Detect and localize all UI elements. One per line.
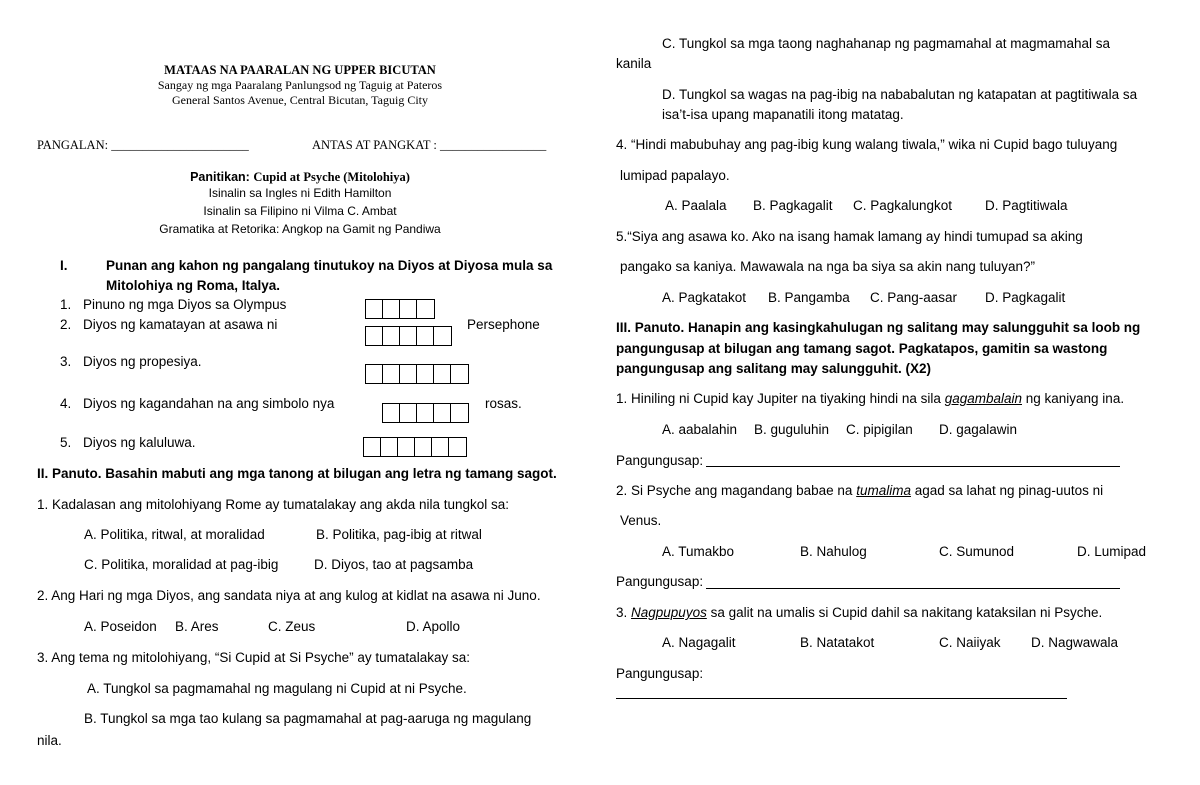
choice-d[interactable]: D. gagalawin	[939, 422, 1018, 437]
part1-item-number: 3.	[60, 354, 72, 369]
school-division: Sangay ng mga Paaralang Panlungsod ng Taguig at Pateros	[157, 78, 443, 92]
choice-c[interactable]: C. Tungkol sa mga taong naghahanap ng pagmamahal at magmamahal sa	[662, 36, 1111, 51]
choice-d[interactable]: D. Lumipad	[1077, 544, 1147, 559]
choice-b[interactable]: B. Politika, pag-ibig at ritwal	[316, 527, 482, 542]
part3-instruction-line3: pangungusap ang salitang may salungguhit. (X2)	[616, 361, 932, 376]
sentence-answer-line[interactable]	[706, 588, 1120, 589]
sentence-label: Pangungusap:	[616, 574, 704, 589]
grade-section-field[interactable]: ANTAS AT PANGKAT : _________________	[312, 138, 547, 152]
lesson-filipino: Isinalin sa Filipino ni Vilma C. Ambat	[203, 204, 397, 218]
part1-numeral: I.	[60, 258, 68, 273]
choice-d[interactable]: D. Diyos, tao at pagsamba	[314, 557, 474, 572]
part3-instruction-line2: pangungusap at bilugan ang tamang sagot. Pagkatapos, gamitin sa wastong	[616, 341, 1108, 356]
choice-b-continued: nila.	[37, 733, 62, 748]
part3-question-1	[616, 390, 1124, 408]
part2-instruction: II. Panuto. Basahin mabuti ang mga tanong at bilugan ang letra ng tamang sagot.	[37, 466, 557, 481]
part1-item-text: Pinuno ng mga Diyos sa Olympus	[83, 297, 287, 312]
part1-item-text: Diyos ng kagandahan na ang simbolo nya	[83, 396, 335, 411]
choice-b[interactable]: B. Natatakot	[800, 635, 875, 650]
school-name: MATAAS NA PAARALAN NG UPPER BICUTAN	[164, 63, 436, 77]
question-1: 1. Kadalasan ang mitolohiyang Rome ay tumatalakay ang akda nila tungkol sa:	[37, 497, 510, 512]
choice-a[interactable]: A. Poseidon	[84, 619, 157, 634]
choice-b[interactable]: B. Ares	[175, 619, 219, 634]
choice-b[interactable]: B. Nahulog	[800, 544, 867, 559]
sentence-label: Pangungusap:	[616, 666, 704, 681]
underlined-word: Nagpupuyos	[631, 605, 707, 620]
question-5-continued: pangako sa kaniya. Mawawala na nga ba siya sa akin nang tuluyan?”	[620, 259, 1036, 274]
choice-d-continued: isa’t-isa upang mapanatili itong matatag.	[662, 107, 904, 122]
choice-a[interactable]: A. aabalahin	[662, 422, 738, 437]
choice-c[interactable]: C. Zeus	[268, 619, 316, 634]
question-text: agad sa lahat ng pinag-uutos ni	[910, 483, 1104, 498]
part3-instruction-line1: III. Panuto. Hanapin ang kasingkahulugan ng salitang may salungguhit sa loob ng	[616, 320, 1141, 335]
question-text: 2. Si Psyche ang magandang babae na	[616, 483, 857, 498]
part1-instruction-line1: Punan ang kahon ng pangalang tinutukoy na Diyos at Diyosa mula sa	[106, 258, 553, 273]
choice-d[interactable]: D. Pagkagalit	[985, 290, 1066, 305]
choice-a[interactable]: A. Tumakbo	[662, 544, 735, 559]
choice-c[interactable]: C. Pang-aasar	[870, 290, 958, 305]
part1-item-after: Persephone	[467, 317, 540, 332]
name-field[interactable]: PANGALAN: ______________________	[37, 138, 249, 152]
choice-c[interactable]: C. Pagkalungkot	[853, 198, 953, 213]
part1-item-after: rosas.	[485, 396, 522, 411]
underlined-word: tumalima	[856, 483, 911, 498]
question-4-continued: lumipad papalayo.	[620, 168, 730, 183]
choice-c-continued: kanila	[616, 56, 652, 71]
sentence-answer-line[interactable]	[616, 698, 1067, 699]
answer-boxes[interactable]	[382, 403, 469, 423]
lesson-title-label: Panitikan:	[190, 170, 250, 184]
question-5: 5.“Siya ang asawa ko. Ako na isang hamak lamang ay hindi tumupad sa aking	[616, 229, 1083, 244]
part3-question-2	[616, 482, 1103, 500]
part1-item-text: Diyos ng kamatayan at asawa ni	[83, 317, 278, 332]
choice-b[interactable]: B. Pangamba	[768, 290, 850, 305]
part1-instruction-line2: Mitolohiya ng Roma, Italya.	[106, 278, 281, 293]
part1-item-number: 1.	[60, 297, 72, 312]
answer-boxes[interactable]	[363, 437, 467, 457]
choice-d[interactable]: D. Pagtitiwala	[985, 198, 1068, 213]
choice-a[interactable]: A. Paalala	[665, 198, 727, 213]
choice-b[interactable]: B. guguluhin	[754, 422, 830, 437]
choice-d[interactable]: D. Nagwawala	[1031, 635, 1119, 650]
choice-a[interactable]: A. Nagagalit	[662, 635, 736, 650]
choice-d[interactable]: D. Tungkol sa wagas na pag-ibig na nababalutan ng katapatan at pagtitiwala sa	[662, 87, 1138, 102]
choice-b[interactable]: B. Tungkol sa mga tao kulang sa pagmamahal at pag-aaruga ng magulang	[84, 711, 532, 726]
part1-item-number: 5.	[60, 435, 72, 450]
part1-item-number: 4.	[60, 396, 72, 411]
choice-a[interactable]: A. Tungkol sa pagmamahal ng magulang ni Cupid at ni Psyche.	[87, 681, 467, 696]
sentence-answer-line[interactable]	[706, 466, 1120, 467]
school-address: General Santos Avenue, Central Bicutan, Taguig City	[172, 93, 428, 107]
part1-item-number: 2.	[60, 317, 72, 332]
part3-question-3	[616, 604, 1102, 622]
choice-c[interactable]: C. Naiiyak	[939, 635, 1001, 650]
question-4: 4. “Hindi mabubuhay ang pag-ibig kung walang tiwala,” wika ni Cupid bago tuluyang	[616, 137, 1118, 152]
question-text: ng kaniyang ina.	[1022, 391, 1125, 406]
question-continued: Venus.	[620, 513, 662, 528]
choice-c[interactable]: C. Politika, moralidad at pag-ibig	[84, 557, 279, 572]
choice-c[interactable]: C. pipigilan	[846, 422, 913, 437]
part1-item-text: Diyos ng kaluluwa.	[83, 435, 196, 450]
answer-boxes[interactable]	[365, 364, 469, 384]
answer-boxes[interactable]	[365, 326, 452, 346]
question-text: 3.	[616, 605, 632, 620]
lesson-grammar: Gramatika at Retorika: Angkop na Gamit ng Pandiwa	[159, 222, 441, 236]
sentence-label: Pangungusap:	[616, 453, 704, 468]
question-text: sa galit na umalis si Cupid dahil sa nakitang kataksilan ni Psyche.	[706, 605, 1103, 620]
choice-d[interactable]: D. Apollo	[406, 619, 461, 634]
underlined-word: gagambalain	[944, 391, 1022, 406]
lesson-title-text: Cupid at Psyche (Mitolohiya)	[253, 170, 410, 184]
answer-boxes[interactable]	[365, 299, 435, 319]
choice-c[interactable]: C. Sumunod	[939, 544, 1015, 559]
choice-b[interactable]: B. Pagkagalit	[753, 198, 833, 213]
choice-a[interactable]: A. Politika, ritwal, at moralidad	[84, 527, 265, 542]
question-text: 1. Hiniling ni Cupid kay Jupiter na tiyaking hindi na sila	[616, 391, 945, 406]
choice-a[interactable]: A. Pagkatakot	[662, 290, 747, 305]
question-3: 3. Ang tema ng mitolohiyang, “Si Cupid at Si Psyche” ay tumatalakay sa:	[37, 650, 470, 665]
part1-item-text: Diyos ng propesiya.	[83, 354, 202, 369]
question-2: 2. Ang Hari ng mga Diyos, ang sandata niya at ang kulog at kidlat na asawa ni Juno.	[37, 588, 541, 603]
lesson-english: Isinalin sa Ingles ni Edith Hamilton	[208, 186, 392, 200]
